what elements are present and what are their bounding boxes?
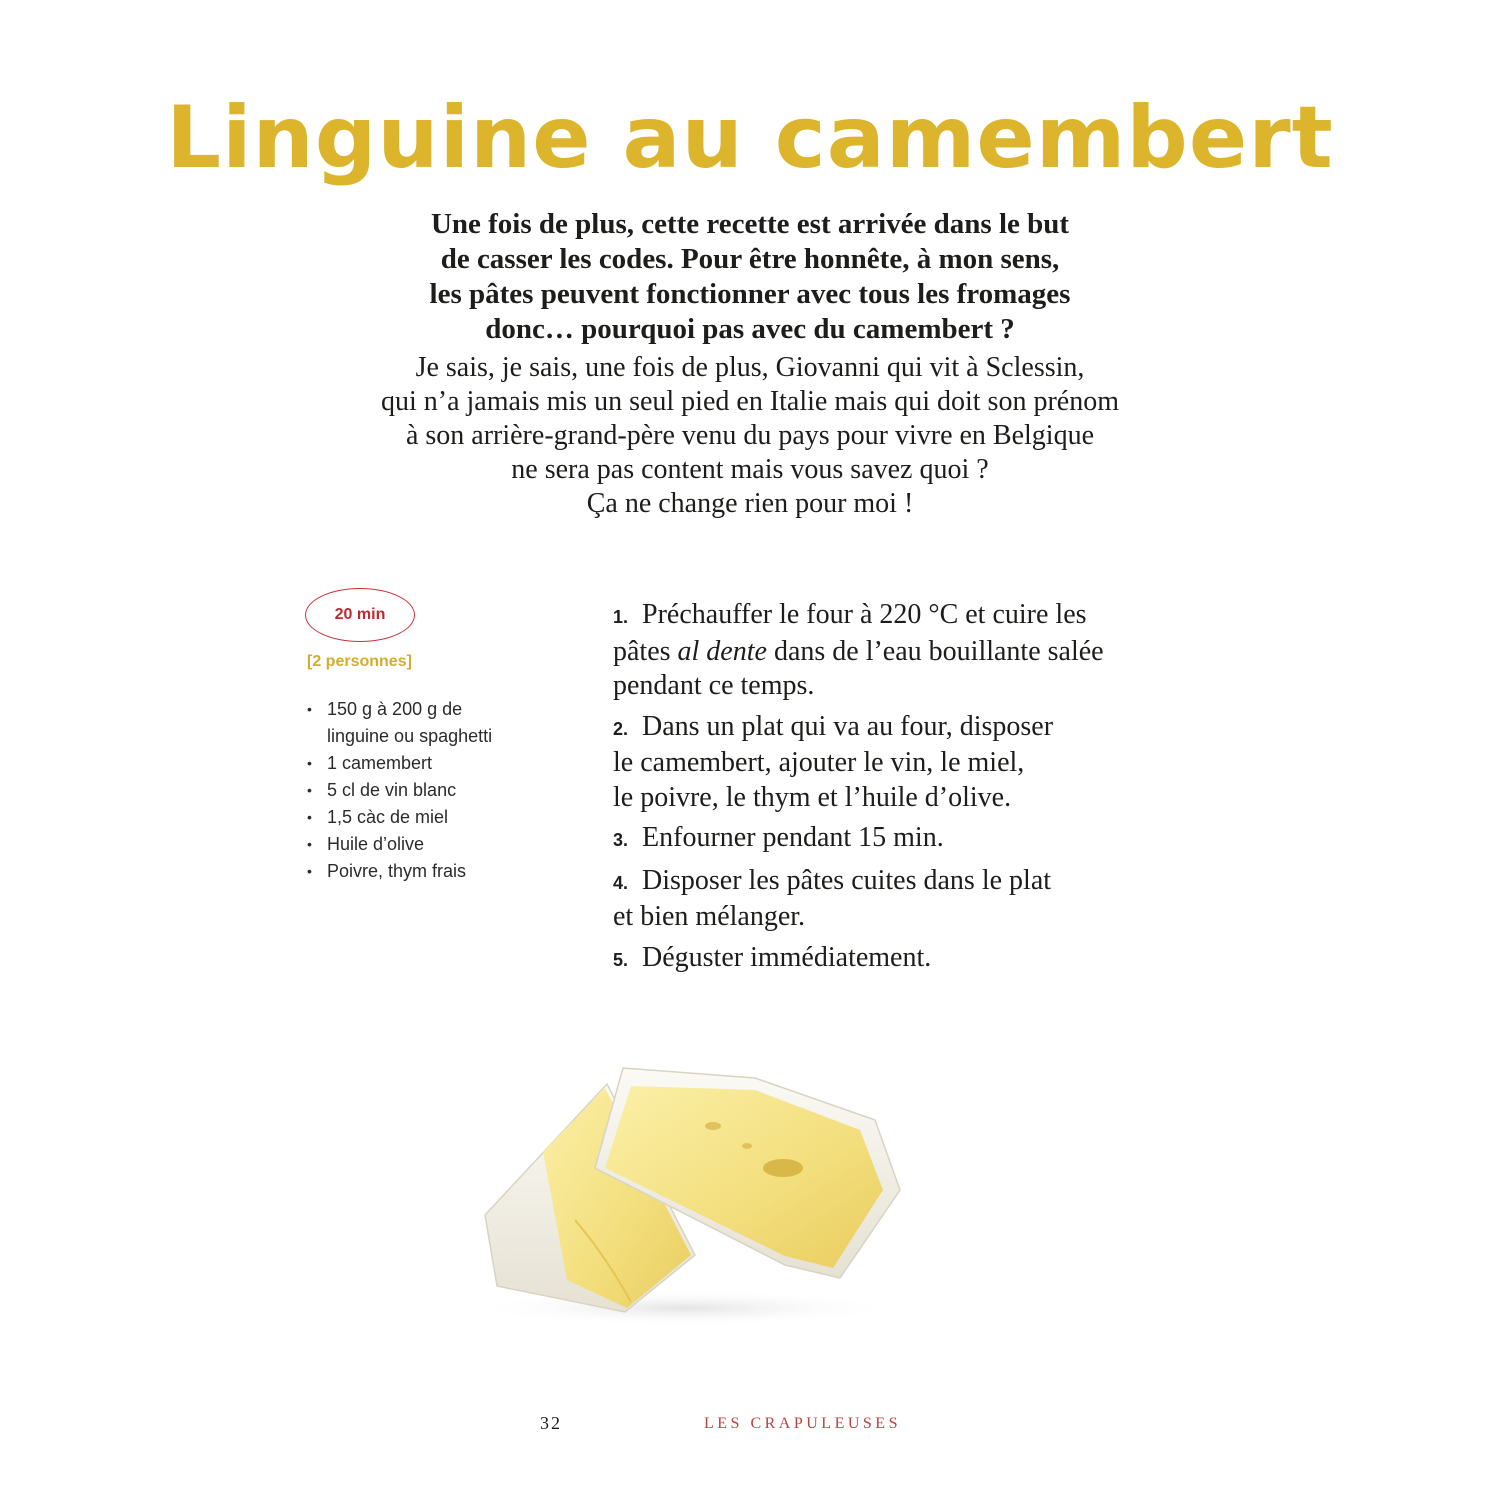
book-title: LES CRAPULEUSES [704, 1415, 901, 1432]
ingredient-text: 5 cl de vin blanc [327, 780, 457, 800]
ingredient-text: linguine ou spaghetti [327, 726, 493, 746]
step-text: Déguster immédiatement. [642, 941, 932, 973]
step-text: dans de l’eau bouillante salée [766, 635, 1104, 667]
intro-body [250, 351, 1250, 521]
steps-list [613, 598, 1173, 983]
cheese-hole [763, 1159, 803, 1177]
time-badge [305, 588, 415, 642]
bullet-icon: • [307, 836, 312, 852]
intro-lead-line: les pâtes peuvent fonctionner avec tous les fromages [429, 278, 1071, 310]
step-text: Dans un plat qui va au four, disposer [642, 710, 1054, 742]
intro-body-line: à son arrière-grand-père venu du pays pour vivre en Belgique [405, 420, 1095, 451]
servings-label: [2 personnes] [307, 653, 412, 670]
step-number: 5. [613, 949, 629, 970]
bullet-icon: • [307, 863, 312, 879]
intro-lead-line: Une fois de plus, cette recette est arrivée dans le but [430, 208, 1070, 240]
cheese-hole [705, 1122, 721, 1130]
shadow [470, 1290, 900, 1326]
camembert-image [455, 1050, 915, 1330]
ingredient-text: Huile d’olive [327, 834, 425, 854]
step-text: Enfourner pendant 15 min. [642, 822, 944, 853]
step-text: Préchauffer le four à 220 °C et cuire les [642, 599, 1087, 630]
step-text: et bien mélanger. [613, 901, 806, 932]
step-text: le camembert, ajouter le vin, le miel, [613, 747, 1025, 778]
cheese-hole [742, 1143, 752, 1149]
step-item [613, 941, 1173, 978]
step-text: Disposer les pâtes cuites dans le plat [642, 864, 1052, 896]
bullet-icon: • [307, 701, 312, 717]
ingredient-item [307, 804, 567, 831]
step-item [613, 821, 1173, 858]
intro-body-line: Ça ne change rien pour moi ! [586, 488, 914, 519]
ingredient-text: 1,5 càc de miel [327, 807, 449, 827]
step-text: pâtes [613, 635, 678, 667]
step-text: le poivre, le thym et l’huile d’olive. [613, 781, 1012, 813]
step-item [613, 864, 1173, 935]
bullet-icon: • [307, 809, 312, 825]
intro-lead-line: de casser les codes. Pour être honnête, à mon sens, [440, 243, 1060, 275]
intro-body-line: qui n’a jamais mis un seul pied en Italie mais qui doit son prénom [381, 386, 1119, 417]
intro-lead-line: donc… pourquoi pas avec du camembert ? [485, 313, 1015, 345]
ingredient-list [307, 696, 567, 885]
ingredient-text: 1 camembert [327, 753, 433, 773]
ingredient-item [307, 696, 567, 750]
intro-lead [250, 207, 1250, 347]
intro-body-line: ne sera pas content mais vous savez quoi ? [511, 454, 989, 485]
page-title: Linguine au camembert [166, 88, 1334, 188]
step-number: 1. [613, 607, 629, 627]
step-number: 2. [613, 718, 629, 739]
intro-body-line: Je sais, je sais, une fois de plus, Giovanni qui vit à Sclessin, [415, 352, 1085, 383]
step-text: pendant ce temps. [613, 670, 815, 701]
bullet-icon: • [307, 782, 312, 798]
ingredient-text: 150 g à 200 g de [327, 699, 463, 719]
ingredient-item [307, 858, 567, 885]
ingredient-item [307, 831, 567, 858]
page-number: 32 [540, 1413, 562, 1433]
ingredient-text: Poivre, thym frais [327, 861, 467, 881]
ingredient-item [307, 777, 567, 804]
step-item [613, 710, 1173, 816]
time-label: 20 min [334, 606, 386, 623]
step-text-italic: al dente [677, 635, 767, 667]
bullet-icon: • [307, 755, 312, 771]
step-item [613, 598, 1173, 704]
ingredient-item [307, 750, 567, 777]
step-number: 3. [613, 830, 629, 850]
step-number: 4. [613, 872, 629, 893]
